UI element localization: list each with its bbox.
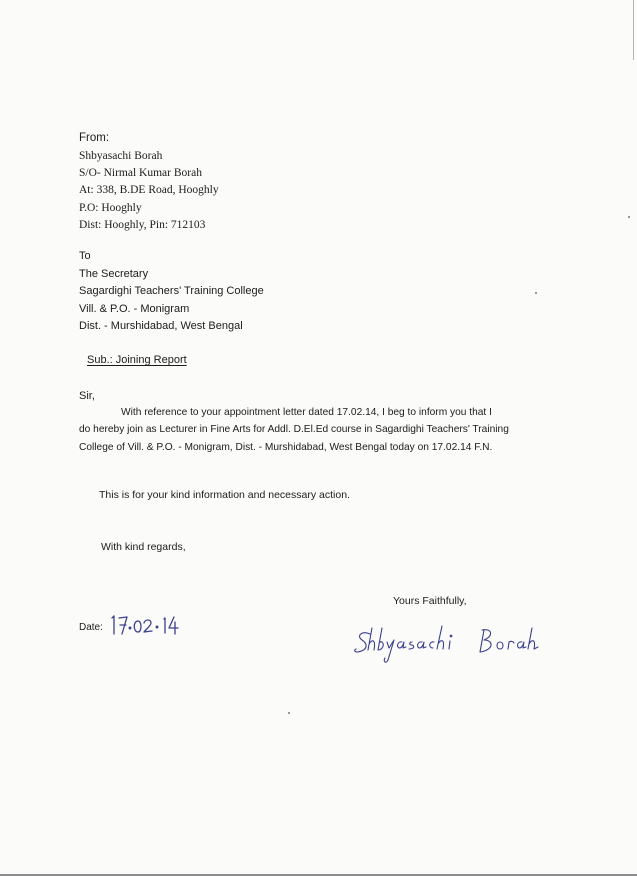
sender-address-block bbox=[79, 129, 219, 234]
closing-line: Yours Faithfully, bbox=[393, 595, 467, 607]
recipient-address-block bbox=[79, 248, 264, 336]
body-line: College of Vill. & P.O. - Monigram, Dist. - Murshidabad, West Bengal today on 17.02.14 F.N. bbox=[79, 441, 493, 453]
scan-speck bbox=[628, 216, 630, 218]
information-line: This is for your kind information and necessary action. bbox=[99, 489, 350, 501]
sender-street: At: 338, B.DE Road, Hooghly bbox=[79, 184, 219, 197]
scan-edge-line bbox=[633, 0, 634, 60]
letter-subject: Sub.: Joining Report bbox=[87, 354, 187, 366]
to-label: To bbox=[79, 250, 91, 262]
regards-line: With kind regards, bbox=[101, 541, 186, 553]
handwritten-signature bbox=[352, 620, 542, 670]
from-label: From: bbox=[79, 132, 110, 144]
scan-speck bbox=[288, 712, 290, 714]
salutation: Sir, bbox=[79, 390, 95, 402]
recipient-district: Dist. - Murshidabad, West Bengal bbox=[79, 320, 243, 333]
recipient-title: The Secretary bbox=[79, 267, 149, 280]
date-label: Date: bbox=[79, 622, 103, 633]
recipient-village: Vill. & P.O. - Monigram bbox=[79, 302, 190, 315]
body-line: With reference to your appointment letter dated 17.02.14, I beg to inform you that I bbox=[121, 407, 492, 418]
body-line: do hereby join as Lecturer in Fine Arts for Addl. D.El.Ed course in Sagardighi Teachers' Training bbox=[79, 424, 509, 436]
sender-name: Shbyasachi Borah bbox=[79, 150, 163, 162]
sender-post-office: P.O: Hooghly bbox=[79, 201, 142, 214]
sender-parent: S/O- Nirmal Kumar Borah bbox=[79, 167, 202, 180]
sender-district: Dist: Hooghly, Pin: 712103 bbox=[79, 218, 206, 231]
handwritten-date bbox=[108, 610, 188, 640]
letter-body bbox=[79, 404, 579, 456]
scan-speck bbox=[535, 292, 537, 294]
recipient-college: Sagardighi Teachers' Training College bbox=[79, 285, 264, 298]
